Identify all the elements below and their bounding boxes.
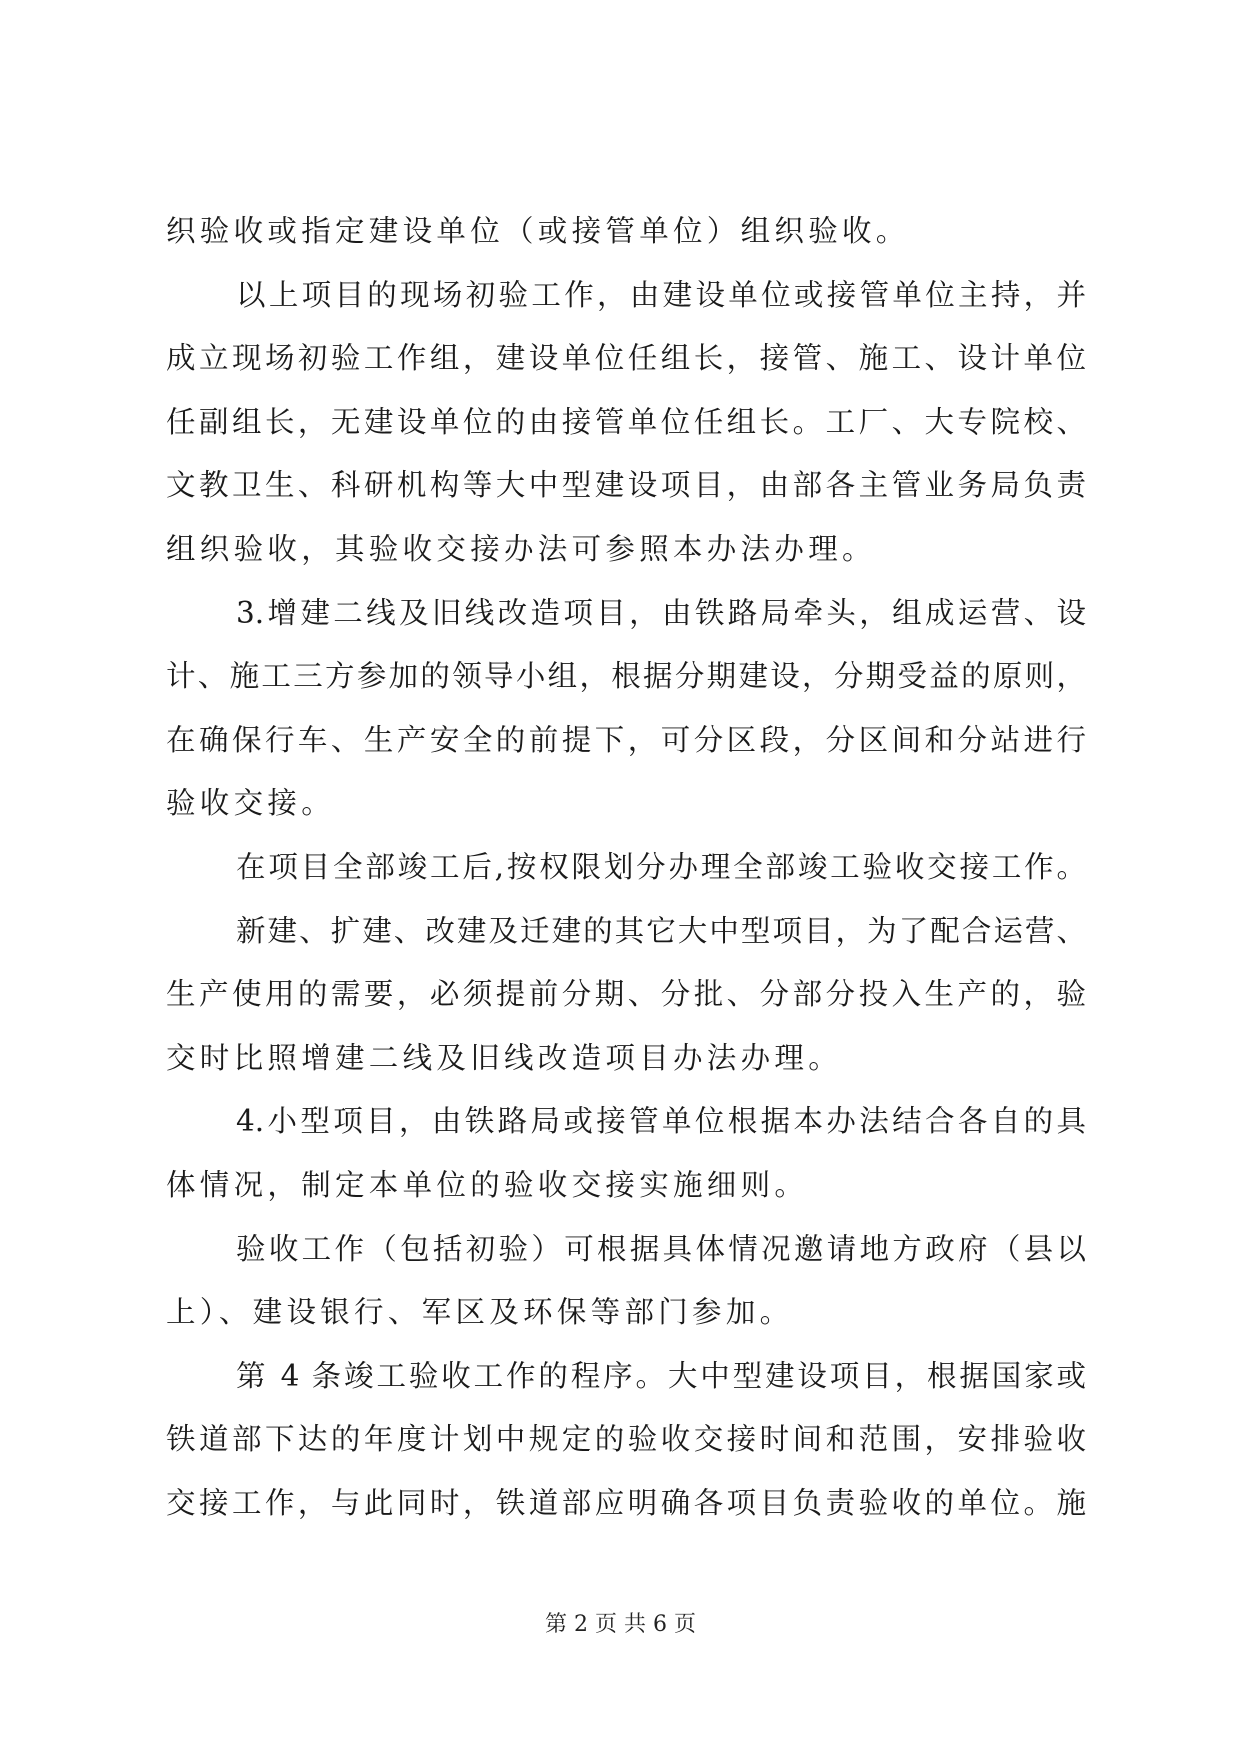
text-line: 验收工作（包括初验）可根据具体情况邀请地方政府（县以 <box>236 1231 1086 1266</box>
text-line: 计、施工三方参加的领导小组，根据分期建设，分期受益的原则， <box>166 659 1086 694</box>
text-line: 3.增建二线及旧线改造项目，由铁路局牵头，组成运营、设 <box>236 595 1086 630</box>
text-line: 上）、建设银行、军区及环保等部门参加。 <box>166 1295 794 1330</box>
text-line: 任副组长，无建设单位的由接管单位任组长。工厂、大专院校、 <box>166 404 1086 439</box>
text-line: 新建、扩建、改建及迁建的其它大中型项目，为了配合运营、 <box>236 913 1086 948</box>
text-line: 验收交接。 <box>166 786 336 821</box>
text-line: 织验收或指定建设单位（或接管单位）组织验收。 <box>166 214 910 248</box>
text-line: 组织验收，其验收交接办法可参照本办法办理。 <box>166 531 876 566</box>
text-line: 在确保行车、生产安全的前提下，可分区段，分区间和分站进行 <box>166 722 1086 757</box>
text-line: 4.小型项目，由铁路局或接管单位根据本办法结合各自的具 <box>236 1104 1086 1139</box>
text-line: 铁道部下达的年度计划中规定的验收交接时间和范围，安排验收 <box>166 1422 1086 1457</box>
text-line: 交时比照增建二线及旧线改造项目办法办理。 <box>166 1040 843 1075</box>
text-line: 成立现场初验工作组，建设单位任组长，接管、施工、设计单位 <box>166 341 1086 376</box>
body-text <box>166 200 1086 1535</box>
text-line: 文教卫生、科研机构等大中型建设项目，由部各主管业务局负责 <box>166 468 1086 503</box>
text-line: 交接工作，与此同时，铁道部应明确各项目负责验收的单位。施 <box>166 1485 1086 1520</box>
text-line: 以上项目的现场初验工作，由建设单位或接管单位主持，并 <box>236 277 1086 312</box>
text-line: 体情况，制定本单位的验收交接实施细则。 <box>166 1167 809 1202</box>
text-line: 在项目全部竣工后,按权限划分办理全部竣工验收交接工作。 <box>236 849 1086 884</box>
text-line: 生产使用的需要，必须提前分期、分批、分部分投入生产的，验 <box>166 977 1086 1012</box>
text-line: 第 4 条竣工验收工作的程序。大中型建设项目，根据国家或 <box>236 1358 1086 1393</box>
page-number-footer: 第 2 页 共 6 页 <box>545 1612 696 1637</box>
